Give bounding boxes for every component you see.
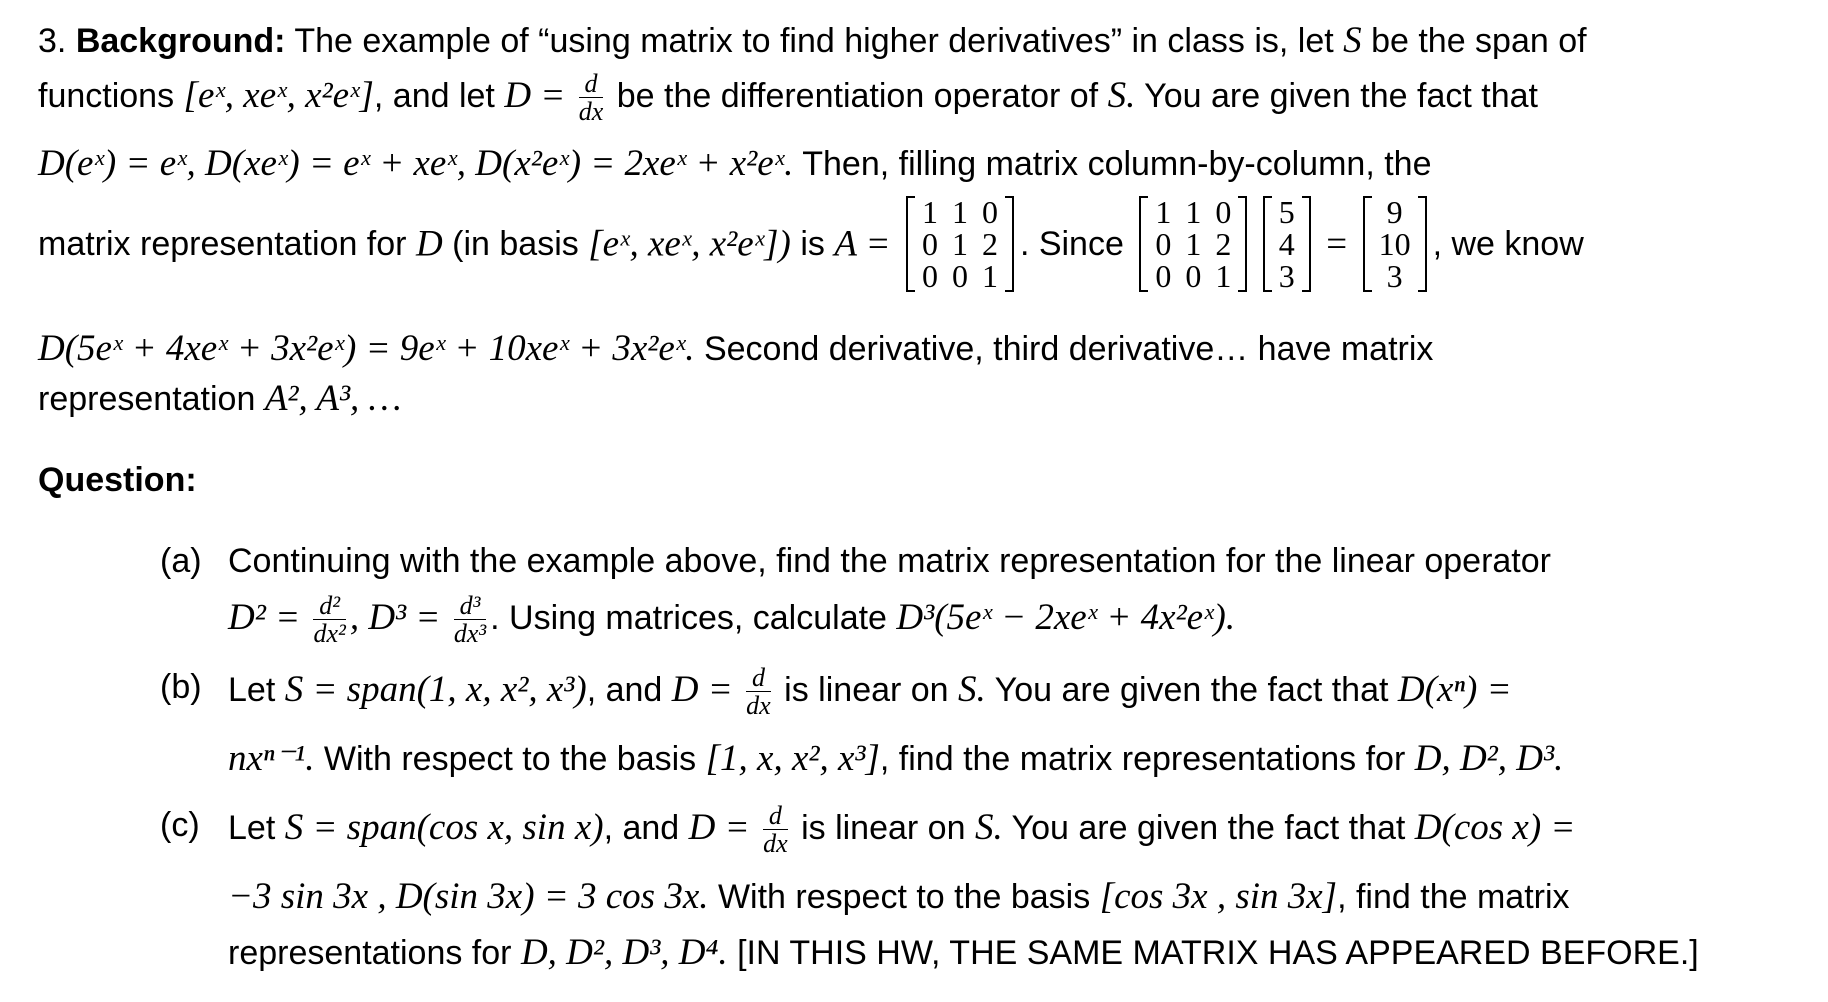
- cos-fact-lhs: D(cos x) =: [1414, 806, 1576, 848]
- basis-formula: [cos 3x , sin 3x]: [1099, 876, 1338, 917]
- part-c-label: (c): [160, 806, 200, 844]
- derivative-facts: D(eˣ) = eˣ, D(xeˣ) = eˣ + xeˣ, D(x²eˣ) = 2xeˣ + x²eˣ.: [38, 143, 794, 184]
- vector-input: 5 4 3: [1263, 196, 1311, 292]
- powers-of-A: A², A³, …: [264, 378, 402, 419]
- part-a-formula: D³(5eˣ − 2xeˣ + 4x²eˣ).: [896, 596, 1236, 638]
- basis-formula: [eˣ, xeˣ, x²eˣ]): [588, 223, 791, 265]
- var-S: S: [1343, 20, 1362, 61]
- matrix-A: 1 1 0 0 1 2 0 0 1: [906, 196, 1014, 292]
- power-rule-rhs: nxⁿ⁻¹.: [228, 738, 315, 779]
- part-b-line-2: nxⁿ⁻¹. With respect to the basis [1, x, x², x³], find the matrix representations for D, D², D³.: [228, 738, 1564, 779]
- D2-lhs: D² =: [228, 596, 301, 638]
- text-representation: representation: [38, 380, 256, 418]
- basis-formula: [1, x, x², x³]: [705, 738, 880, 779]
- part-a-line-1: [228, 544, 1551, 578]
- text-given: You are given the fact that: [1144, 76, 1538, 115]
- background-line-5: [38, 330, 1433, 367]
- power-rule-lhs: D(xⁿ) =: [1397, 668, 1512, 710]
- hw-note: [IN THIS HW, THE SAME MATRIX HAS APPEARED BEFORE.]: [737, 934, 1699, 972]
- matrix-A-repeat: 1 1 0 0 1 2 0 0 1: [1139, 196, 1247, 292]
- text-filling: Then, filling matrix column-by-column, the: [802, 145, 1432, 183]
- text-in-basis: (in basis: [452, 225, 579, 263]
- question-heading: [38, 463, 197, 497]
- question-label: Question:: [38, 461, 197, 499]
- span-formula: S = span(cos x, sin x): [284, 806, 604, 848]
- part-a-text: Continuing with the example above, find the matrix representation for the linear operator: [228, 542, 1551, 580]
- derivative-fraction: $\frac{d}{dx}$: [763, 801, 788, 859]
- trig-facts: −3 sin 3x , D(sin 3x) = 3 cos 3x.: [228, 876, 709, 917]
- background-line-6: [38, 380, 401, 417]
- operator-list: D, D², D³, D⁴.: [520, 932, 728, 973]
- part-a-label: (a): [160, 542, 202, 580]
- background-text-end: be the span of: [1371, 22, 1587, 60]
- part-c-line-2: −3 sin 3x , D(sin 3x) = 3 cos 3x. With respect to the basis [cos 3x , sin 3x], find the matrix: [228, 876, 1570, 917]
- text-we-know: , we know: [1432, 225, 1584, 263]
- text-higher-derivatives: Second derivative, third derivative… have matrix: [703, 330, 1434, 368]
- part-a-text-2: . Using matrices, calculate: [490, 598, 887, 637]
- vector-result: 9 10 3: [1363, 196, 1427, 292]
- second-derivative-fraction: $\frac{\text{d²}}{\text{dx²}}$: [313, 591, 346, 649]
- var-S: S.: [1107, 74, 1136, 116]
- background-line-4: [38, 196, 1584, 292]
- background-label: Background:: [75, 22, 286, 60]
- span-formula: S = span(1, x, x², x³): [284, 668, 587, 710]
- operator-list: D, D², D³.: [1414, 738, 1564, 779]
- equals-sign: =: [1326, 223, 1348, 265]
- text-matrix-rep: matrix representation for: [38, 225, 407, 263]
- derivative-fraction: $\frac{d}{dx}$: [578, 69, 604, 127]
- part-a-line-2: [228, 592, 1235, 648]
- A-equals: A =: [834, 223, 891, 265]
- third-derivative-fraction: $\frac{\text{d³}}{\text{dx³}}$: [453, 591, 487, 649]
- D3-lhs: , D³ =: [349, 596, 441, 638]
- text-operator: be the differentiation operator of: [616, 76, 1099, 115]
- text-functions: functions: [38, 76, 175, 115]
- background-text: The example of “using matrix to find higher derivatives” in class is, let: [294, 22, 1334, 60]
- background-line-2: [38, 70, 1538, 126]
- part-c-line-1: Let S = span(cos x, sin x), and D = $\frac{d}{dx}$ is linear on S. You are given the fact that D(cos x) =: [228, 801, 1576, 859]
- problem-number: 3.: [38, 22, 67, 60]
- D-equals: D =: [504, 74, 566, 116]
- part-b-line-1: Let S = span(1, x, x², x³), and D = $\frac{d}{dx}$ is linear on S. You are given the fact that D(xⁿ) =: [228, 663, 1512, 721]
- background-line-3: [38, 145, 1431, 182]
- derivative-fraction: $\frac{d}{dx}$: [746, 663, 771, 721]
- var-D: D: [415, 223, 443, 265]
- background-line-1: [38, 22, 1587, 59]
- text-since: . Since: [1019, 225, 1124, 263]
- text-is: is: [800, 225, 825, 263]
- part-b-label: (b): [160, 668, 202, 706]
- part-c-line-3: representations for D, D², D³, D⁴. [IN THIS HW, THE SAME MATRIX HAS APPEARED BEFORE.]: [228, 932, 1699, 973]
- text-and-let: , and let: [373, 76, 495, 115]
- basis-formula: [eˣ, xeˣ, x²eˣ]: [183, 74, 374, 116]
- example-result: D(5eˣ + 4xeˣ + 3x²eˣ) = 9eˣ + 10xeˣ + 3x²eˣ.: [38, 328, 695, 369]
